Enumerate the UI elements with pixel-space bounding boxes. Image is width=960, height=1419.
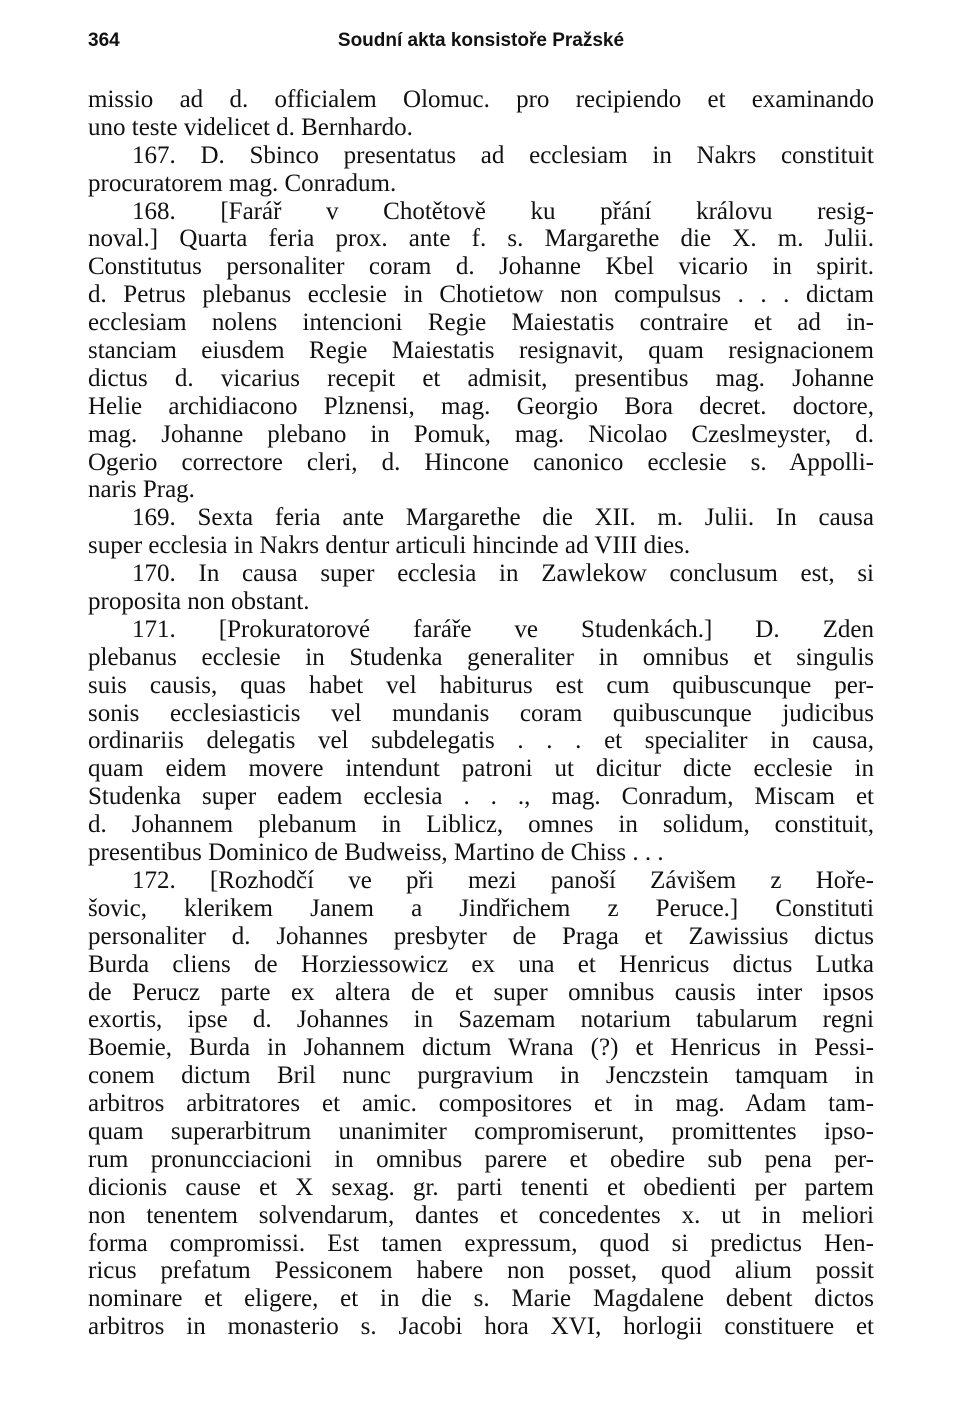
text-line: proposita non obstant. [88, 588, 310, 616]
text-line: arbitros arbitratores et amic. compositores et in mag. Adam tam- [88, 1090, 874, 1118]
text-line: conem dictum Bril nunc purgravium in Jenczstein tamquam in [88, 1062, 874, 1090]
text-line: de Perucz parte ex altera de et super omnibus causis inter ipsos [88, 978, 874, 1006]
text-line: naris Prag. [88, 476, 195, 504]
text-line: Helie archidiacono Plznensi, mag. Georgio Bora decret. doctore, [88, 392, 874, 420]
body-text [88, 86, 874, 1341]
text-line: 169. Sexta feria ante Margarethe die XII. m. Julii. In causa [132, 504, 874, 532]
text-line: 168. [Farář v Chotětově ku přání královu resig- [132, 197, 874, 225]
text-line: Burda cliens de Horziessowicz ex una et Henricus dictus Lutka [88, 950, 874, 978]
text-line: uno teste videlicet d. Bernhardo. [88, 113, 413, 141]
text-line: arbitros in monasterio s. Jacobi hora XVI, horlogii constituere et [88, 1313, 874, 1341]
text-line: ecclesiam nolens intencioni Regie Maiestatis contraire et ad in- [88, 309, 874, 337]
text-line: Constitutus personaliter coram d. Johanne Kbel vicario in spirit. [88, 253, 874, 281]
text-line: super ecclesia in Nakrs dentur articuli hincinde ad VIII dies. [88, 532, 691, 560]
text-line: stanciam eiusdem Regie Maiestatis resignavit, quam resignacionem [88, 337, 874, 365]
text-line: Ogerio correctore cleri, d. Hincone canonico ecclesie s. Appolli- [88, 448, 874, 476]
text-line: šovic, klerikem Janem a Jindřichem z Peruce.] Constituti [88, 894, 874, 922]
text-line: d. Johannem plebanum in Liblicz, omnes in solidum, constituit, [88, 811, 874, 839]
text-line: ordinariis delegatis vel subdelegatis . . . et specialiter in causa, [88, 727, 874, 755]
text-line: nominare et eligere, et in die s. Marie Magdalene debent dictos [88, 1285, 874, 1313]
running-title: Soudní akta konsistoře Pražské [337, 30, 625, 51]
text-line: 167. D. Sbinco presentatus ad ecclesiam in Nakrs constituit [132, 141, 874, 169]
text-line: exortis, ipse d. Johannes in Sazemam notarium tabularum regni [88, 1006, 874, 1034]
text-line: rum pronuncciacioni in omnibus parere et obedire sub pena per- [88, 1145, 874, 1173]
text-line: dicionis cause et X sexag. gr. parti tenenti et obedienti per partem [88, 1173, 874, 1201]
text-line: mag. Johanne plebano in Pomuk, mag. Nicolao Czeslmeyster, d. [88, 420, 874, 448]
text-line: 172. [Rozhodčí ve při mezi panoší Závišem z Hoře- [132, 866, 874, 894]
text-line: personaliter d. Johannes presbyter de Praga et Zawissius dictus [88, 922, 874, 950]
text-line: quam superarbitrum unanimiter compromiserunt, promittentes ipso- [88, 1117, 874, 1145]
text-line: suis causis, quas habet vel habiturus est cum quibuscunque per- [88, 671, 874, 699]
text-line: procuratorem mag. Conradum. [88, 169, 397, 197]
text-line: Studenka super eadem ecclesia . . ., mag. Conradum, Miscam et [88, 783, 874, 811]
text-line: plebanus ecclesie in Studenka generaliter in omnibus et singulis [88, 643, 874, 671]
text-line: Boemie, Burda in Johannem dictum Wrana (?) et Henricus in Pessi- [88, 1034, 874, 1062]
text-line: 170. In causa super ecclesia in Zawlekow conclusum est, si [132, 560, 874, 588]
text-line: missio ad d. officialem Olomuc. pro recipiendo et examinando [88, 86, 874, 113]
running-head [88, 30, 874, 56]
text-line: non tenentem solvendarum, dantes et concedentes x. ut in meliori [88, 1201, 874, 1229]
text-line: forma compromissi. Est tamen expressum, quod si predictus Hen- [88, 1229, 874, 1257]
text-line: sonis ecclesiasticis vel mundanis coram quibuscunque judicibus [88, 699, 874, 727]
text-line: presentibus Dominico de Budweiss, Martino de Chiss . . . [88, 839, 664, 867]
text-line: dictus d. vicarius recepit et admisit, presentibus mag. Johanne [88, 364, 874, 392]
text-line: quam eidem movere intendunt patroni ut dicitur dicte ecclesie in [88, 755, 874, 783]
text-line: 171. [Prokuratorové faráře ve Studenkách.] D. Zden [132, 615, 874, 643]
text-line: ricus prefatum Pessiconem habere non posset, quod alium possit [88, 1257, 874, 1285]
text-line: d. Petrus plebanus ecclesie in Chotietow non compulsus . . . dictam [88, 281, 874, 309]
text-line: noval.] Quarta feria prox. ante f. s. Margarethe die X. m. Julii. [88, 225, 874, 253]
page-number: 364 [88, 30, 120, 51]
